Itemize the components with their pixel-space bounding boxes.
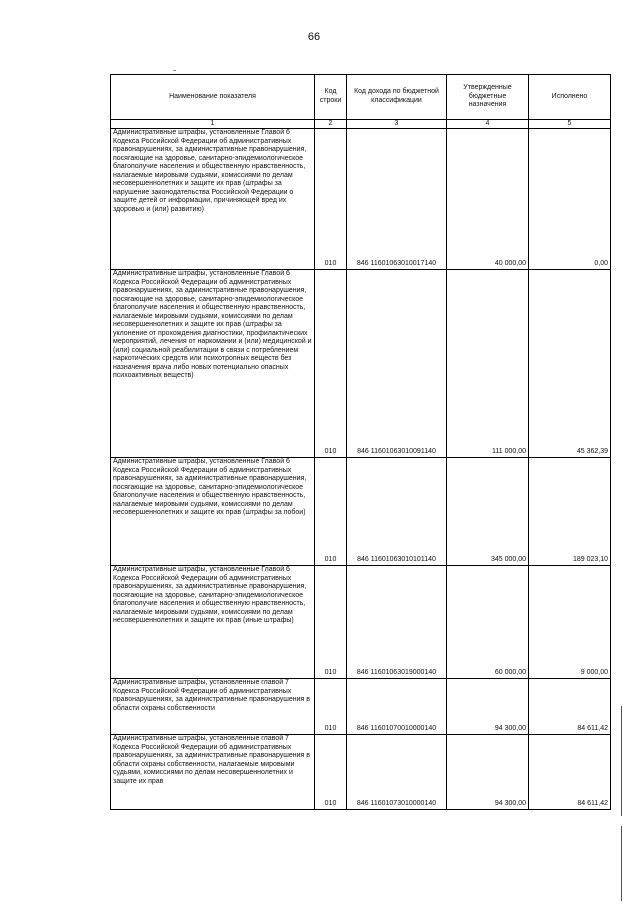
- column-number: 5: [529, 120, 611, 129]
- indicator-name: Административные штрафы, установленные Главой 6 Кодекса Российской Федерации об административных правонарушениях, за административные правонарушения, посягающие на здоровье, санитарно-эпидемиологическое благополучие населения и общественную нравственность, налагаемые мировыми судьями, комиссиями по делам несовершеннолетних и защите их прав (штрафы за уклонение от прохождения диагностики, профилактических мероприятий, лечения от наркомании и (или) медицинской и (или) социальной реабилитации в связи с потреблением наркотических средств или психотропных веществ без назначения врача либо новых потенциально опасных психоактивных веществ): [111, 270, 315, 458]
- header-kbk: Код дохода по бюджетной классификации: [347, 75, 447, 120]
- revenue-code: 846 11601073010000140: [347, 735, 447, 810]
- table-row: [111, 129, 611, 270]
- page-number: 66: [307, 31, 321, 43]
- revenue-code: 846 11601063010091140: [347, 270, 447, 458]
- line-code: 010: [315, 735, 347, 810]
- revenue-code: 846 11601070010000140: [347, 679, 447, 735]
- budget-revenue-table: [110, 74, 611, 810]
- column-number: 1: [111, 120, 315, 129]
- approved-amount: 111 000,00: [447, 270, 529, 458]
- executed-amount: 84 611,42: [529, 679, 611, 735]
- line-code: 010: [315, 679, 347, 735]
- executed-amount: 45 362,39: [529, 270, 611, 458]
- header-name: Наименование показателя: [111, 75, 315, 120]
- approved-amount: 94 300,00: [447, 735, 529, 810]
- scan-edge-line-lower: [621, 826, 622, 901]
- column-number: 2: [315, 120, 347, 129]
- column-number-row: [111, 120, 611, 129]
- approved-amount: 94 300,00: [447, 679, 529, 735]
- line-code: 010: [315, 566, 347, 679]
- approved-amount: 60 000,00: [447, 566, 529, 679]
- table-row: [111, 270, 611, 458]
- revenue-code: 846 11601063010017140: [347, 129, 447, 270]
- approved-amount: 345 000,00: [447, 458, 529, 566]
- table-row: [111, 679, 611, 735]
- indicator-name: Административные штрафы, установленные главой 7 Кодекса Российской Федерации об административных правонарушениях, за административные правонарушения в области охраны собственности: [111, 679, 315, 735]
- column-number: 4: [447, 120, 529, 129]
- executed-amount: 0,00: [529, 129, 611, 270]
- executed-amount: 189 023,10: [529, 458, 611, 566]
- executed-amount: 9 000,00: [529, 566, 611, 679]
- header-approved: Утвержденные бюджетные назначения: [447, 75, 529, 120]
- line-code: 010: [315, 458, 347, 566]
- line-code: 010: [315, 129, 347, 270]
- indicator-name: Административные штрафы, установленные главой 7 Кодекса Российской Федерации об административных правонарушениях, за административные правонарушения в области охраны собственности, налагаемые мировыми судьями, комиссиями по делам несовершеннолетних и защите их прав: [111, 735, 315, 810]
- column-number: 3: [347, 120, 447, 129]
- revenue-code: 846 11601063010101140: [347, 458, 447, 566]
- scan-speck: [173, 70, 176, 71]
- scan-edge-line: [621, 706, 622, 816]
- indicator-name: Административные штрафы, установленные Главой 6 Кодекса Российской Федерации об административных правонарушениях, за административные правонарушения, посягающие на здоровье, санитарно-эпидемиологическое благополучие населения и общественную нравственность, налагаемые мировыми судьями, комиссиями по делам несовершеннолетних и защите их прав (иные штрафы): [111, 566, 315, 679]
- table-row: [111, 458, 611, 566]
- approved-amount: 40 000,00: [447, 129, 529, 270]
- revenue-code: 846 11601063019000140: [347, 566, 447, 679]
- indicator-name: Административные штрафы, установленные Главой 6 Кодекса Российской Федерации об административных правонарушениях, за административные правонарушения, посягающие на здоровье, санитарно-эпидемиологическое благополучие населения и общественную нравственность, налагаемые мировыми судьями, комиссиями по делам несовершеннолетних и защите их прав (штрафы за побои): [111, 458, 315, 566]
- table-row: [111, 735, 611, 810]
- indicator-name: Административные штрафы, установленные Главой 6 Кодекса Российской Федерации об административных правонарушениях, за административные правонарушения, посягающие на здоровье, санитарно-эпидемиологическое благополучие населения и общественную нравственность, налагаемые мировыми судьями, комиссиями по делам несовершеннолетних и защите их прав (штрафы за нарушение законодательства Российской Федерации о защите детей от информации, причиняющей вред их здоровью и (или) развитию): [111, 129, 315, 270]
- executed-amount: 84 611,42: [529, 735, 611, 810]
- line-code: 010: [315, 270, 347, 458]
- header-code: Код строки: [315, 75, 347, 120]
- table-row: [111, 566, 611, 679]
- header-executed: Исполнено: [529, 75, 611, 120]
- table-header-row: [111, 75, 611, 120]
